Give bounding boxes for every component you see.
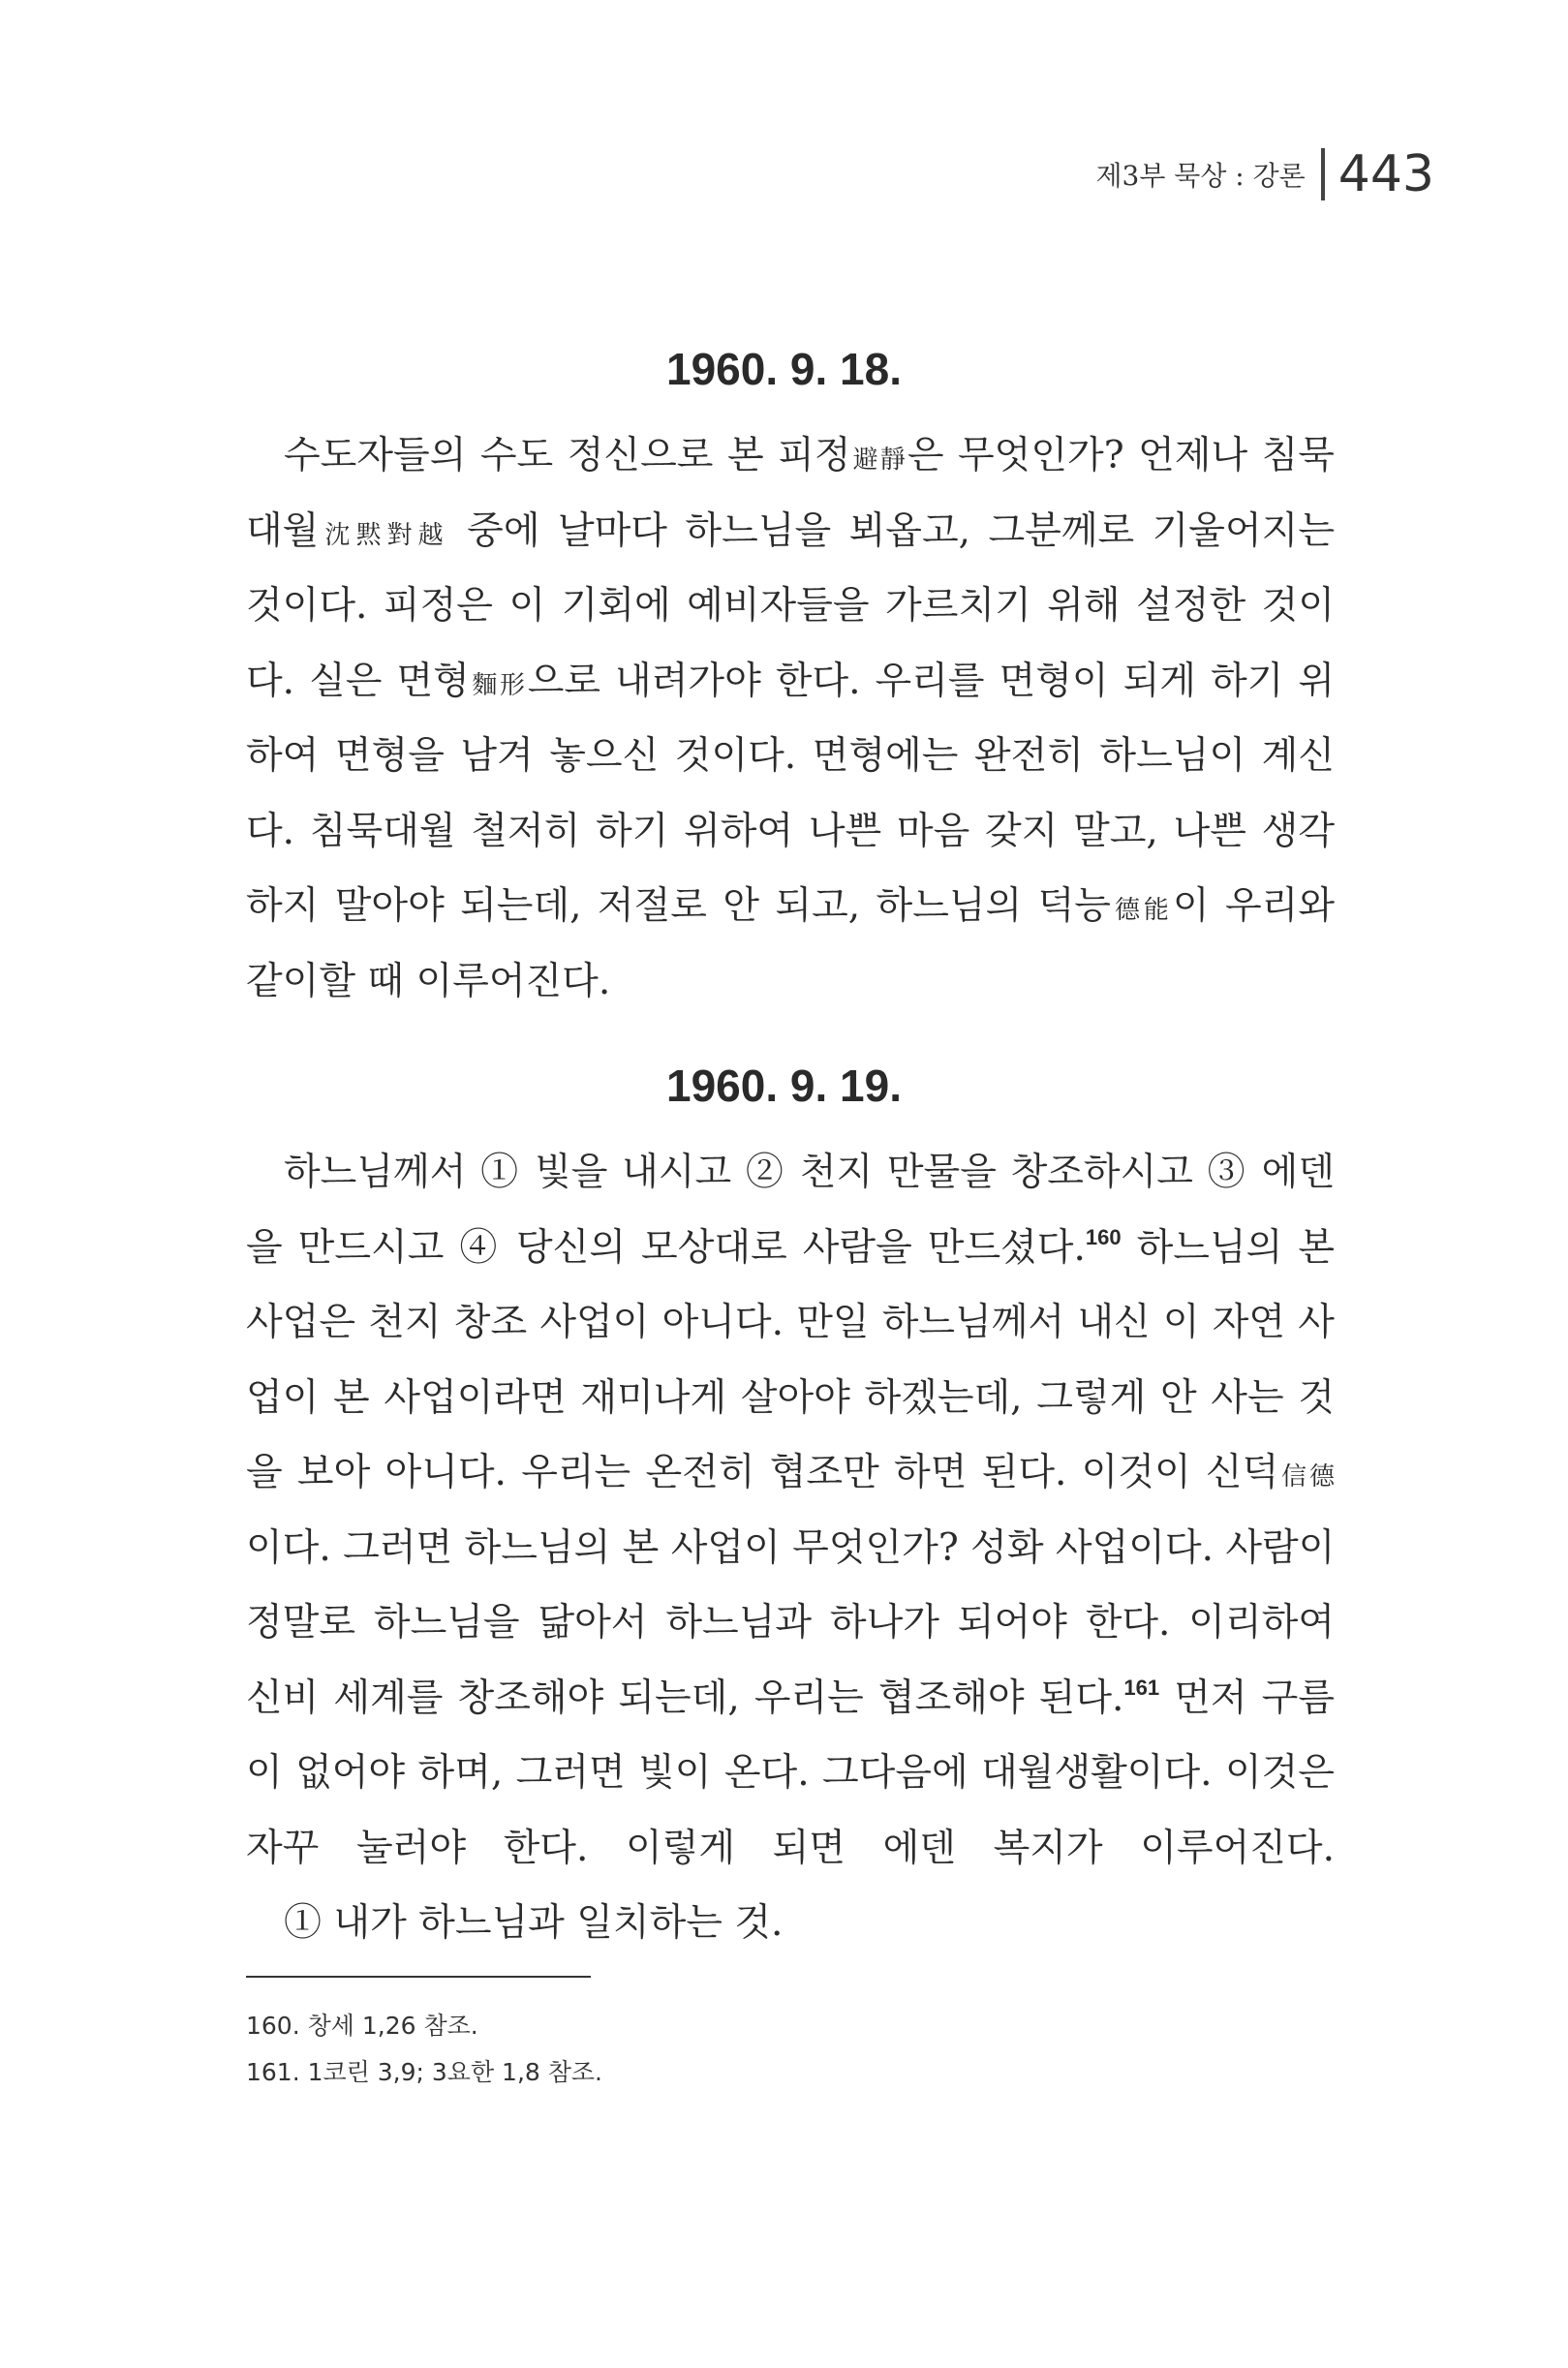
text-segment: 것이다. 피정은 이 기회에 예비자들을 가르치기 위해 설정한 것이 bbox=[246, 584, 1335, 628]
text-segment: 하여 면형을 남겨 놓으신 것이다. 면형에는 완전히 하느님이 계신 bbox=[246, 734, 1335, 778]
hanja-gloss: 麵形 bbox=[469, 670, 528, 700]
text-line bbox=[246, 1285, 1335, 1361]
text-line bbox=[246, 719, 1335, 794]
text-line bbox=[246, 1135, 1335, 1211]
entry-body-2 bbox=[246, 1135, 1335, 1961]
text-segment: 하지 말아야 되는데, 저절로 안 되고, 하느님의 덕능 bbox=[246, 884, 1111, 928]
text-segment: 신비 세계를 창조해야 되는데, 우리는 협조해야 된다. bbox=[246, 1676, 1124, 1720]
text-segment: 하느님께서 ① 빛을 내시고 ② 천지 만물을 창조하시고 ③ 에덴 bbox=[284, 1151, 1335, 1194]
text-segment: ① 내가 하느님과 일치하는 것. bbox=[284, 1901, 784, 1945]
hanja-gloss: 沈黙對越 bbox=[319, 520, 449, 550]
text-segment: 같이할 때 이루어진다. bbox=[246, 959, 611, 1003]
text-segment: 업이 본 사업이라면 재미나게 살아야 하겠는데, 그렇게 안 사는 것 bbox=[246, 1375, 1335, 1420]
text-segment: 수도자들의 수도 정신으로 본 피정 bbox=[284, 434, 851, 477]
footnote-ref: 161 bbox=[1123, 1675, 1160, 1700]
text-segment: 을 만드시고 ④ 당신의 모상대로 사람을 만드셨다. bbox=[246, 1225, 1086, 1270]
text-line bbox=[246, 1511, 1335, 1586]
entry-body-1 bbox=[246, 418, 1335, 1019]
text-line bbox=[246, 1736, 1335, 1811]
text-segment: 이다. 그러면 하느님의 본 사업이 무엇인가? 성화 사업이다. 사람이 bbox=[246, 1525, 1336, 1570]
text-segment: 정말로 하느님을 닮아서 하느님과 하나가 되어야 한다. 이리하여 bbox=[246, 1601, 1335, 1645]
text-segment: 사업은 천지 창조 사업이 아니다. 만일 하느님께서 내신 이 자연 사 bbox=[246, 1301, 1335, 1344]
hanja-gloss: 德能 bbox=[1110, 896, 1173, 925]
text-segment: 으로 내려가야 한다. 우리를 면형이 되게 하기 위 bbox=[527, 659, 1336, 703]
text-segment: 대월 bbox=[246, 508, 320, 553]
text-line bbox=[246, 1211, 1335, 1286]
text-line bbox=[246, 1585, 1335, 1661]
running-title: 제3부 묵상 : 강론 bbox=[1095, 160, 1306, 192]
text-segment: 자꾸 눌러야 한다. 이렇게 되면 에덴 복지가 이루어진다. bbox=[246, 1826, 1335, 1870]
text-segment: 먼저 구름 bbox=[1159, 1676, 1335, 1720]
entry-date-heading-1: 1960. 9. 18. bbox=[666, 344, 902, 394]
text-line bbox=[246, 1661, 1335, 1737]
text-line bbox=[246, 1811, 1335, 1887]
text-line bbox=[246, 1435, 1335, 1511]
text-segment: 다. 침묵대월 철저히 하기 위하여 나쁜 마음 갖지 말고, 나쁜 생각 bbox=[246, 809, 1335, 853]
footnote-ref: 160 bbox=[1085, 1224, 1122, 1249]
text-line bbox=[246, 569, 1335, 644]
text-segment: 은 무엇인가? 언제나 침묵 bbox=[907, 434, 1335, 477]
running-header bbox=[1095, 145, 1434, 203]
text-line bbox=[246, 494, 1335, 569]
footnote-160: 160. 창세 1,26 참조. bbox=[246, 2012, 478, 2040]
text-segment: 이 우리와 bbox=[1172, 884, 1335, 928]
text-line bbox=[246, 418, 1335, 494]
text-line bbox=[246, 944, 1335, 1020]
text-segment: 다. 실은 면형 bbox=[246, 659, 470, 703]
text-line bbox=[246, 794, 1335, 870]
text-line bbox=[246, 1361, 1335, 1436]
page-number: 443 bbox=[1337, 145, 1434, 203]
text-segment: 하느님의 본 bbox=[1121, 1225, 1335, 1270]
hanja-gloss: 信德 bbox=[1278, 1462, 1335, 1492]
header-divider bbox=[1321, 148, 1325, 200]
hanja-gloss: 避靜 bbox=[850, 446, 907, 475]
footnotes bbox=[246, 2003, 602, 2096]
text-line bbox=[246, 644, 1335, 720]
text-line bbox=[246, 1886, 1335, 1961]
footnote-161: 161. 1코린 3,9; 3요한 1,8 참조. bbox=[246, 2058, 602, 2086]
entry-date-heading-2: 1960. 9. 19. bbox=[666, 1061, 902, 1111]
text-segment: 을 보아 아니다. 우리는 온전히 협조만 하면 된다. 이것이 신덕 bbox=[246, 1451, 1279, 1494]
text-segment: 이 없어야 하며, 그러면 빛이 온다. 그다음에 대월생활이다. 이것은 bbox=[246, 1751, 1335, 1795]
text-line bbox=[246, 869, 1335, 944]
footnote-divider bbox=[246, 1976, 591, 1978]
text-segment: 중에 날마다 하느님을 뵈옵고, 그분께로 기울어지는 bbox=[448, 508, 1335, 553]
